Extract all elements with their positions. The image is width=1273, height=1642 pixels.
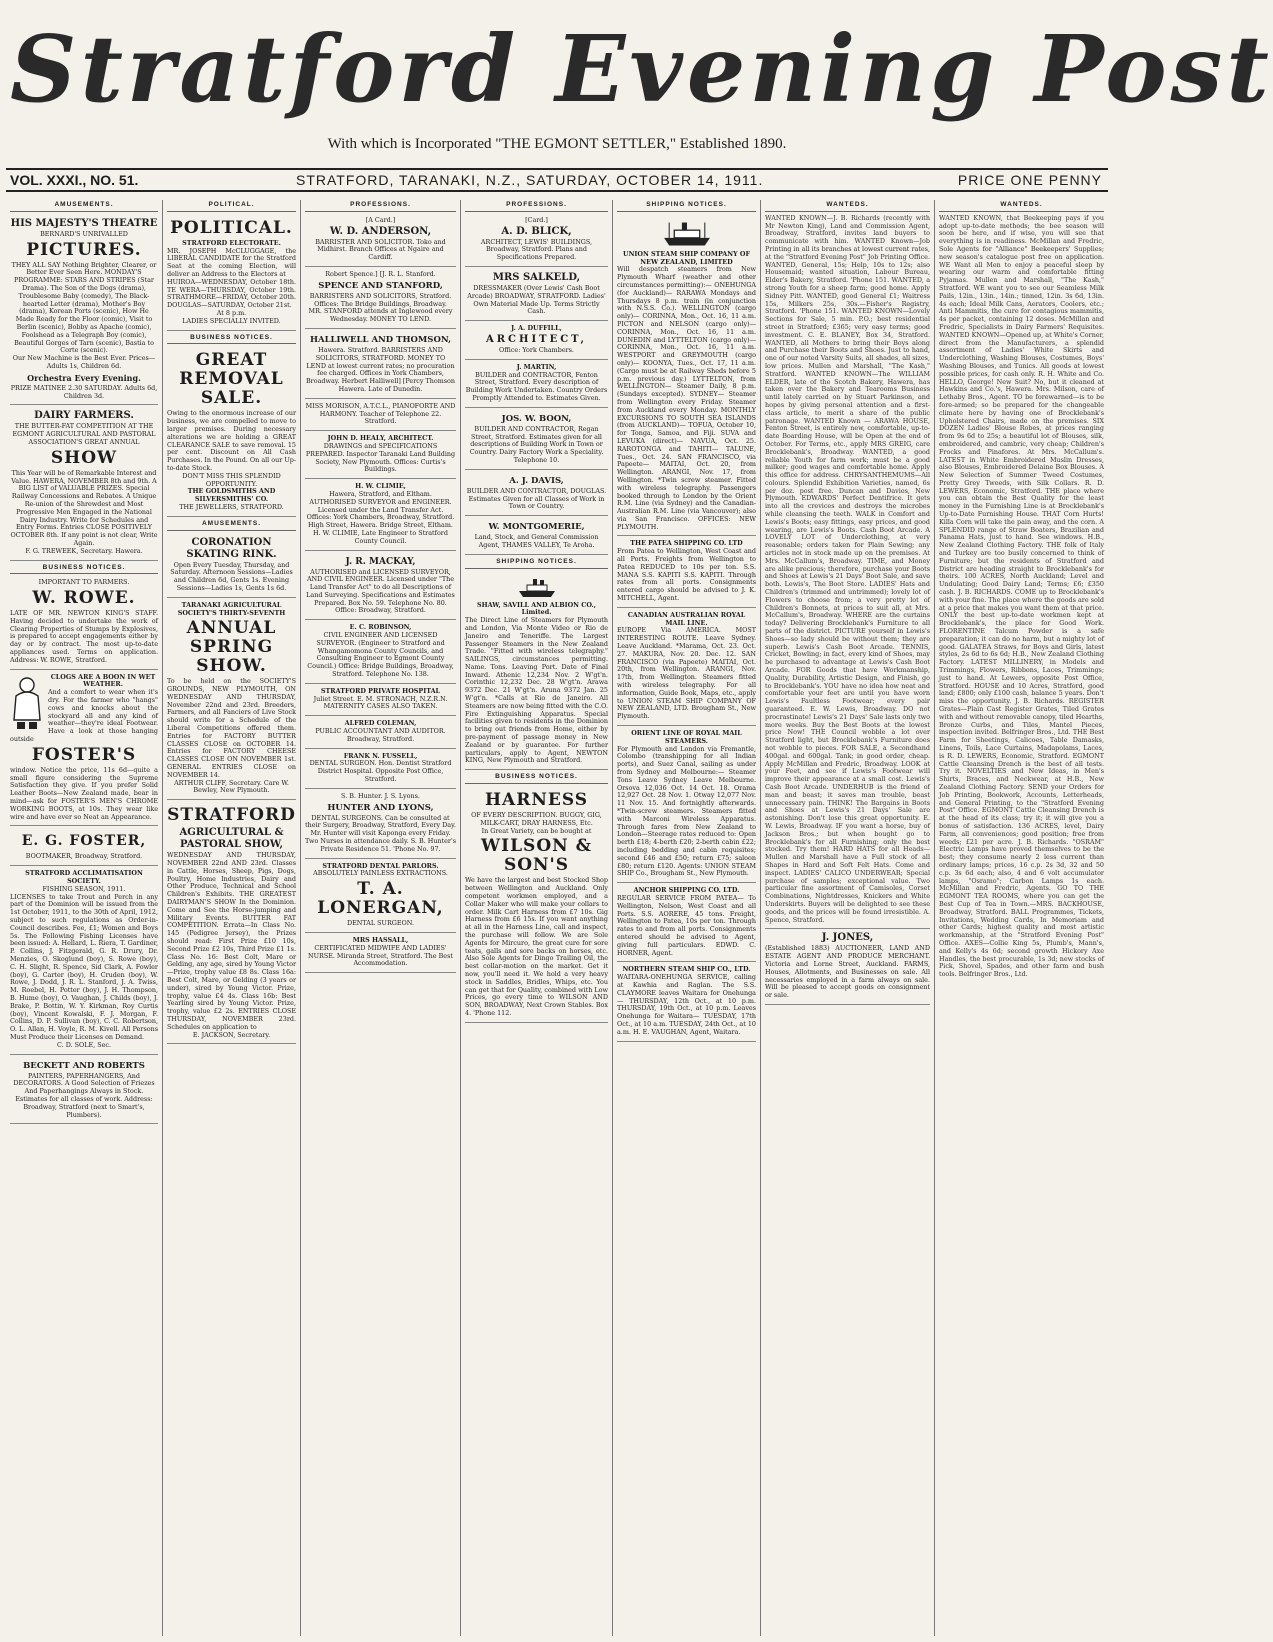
ad-headline: ORIENT LINE OF ROYAL MAIL STEAMERS.	[631, 729, 742, 745]
ad-time: At 8 p.m.	[216, 308, 247, 317]
ad-note: Our New Machine is the Best Ever. Prices—Adults 1s, Children 6d.	[12, 354, 156, 370]
ad-headline: THE PATEA SHIPPING CO. LTD	[630, 539, 743, 548]
ad-headline: BECKETT AND ROBERTS	[23, 1060, 145, 1071]
ad-body: From Patea to Wellington, West Coast and all Ports. Freights from Wellington to Patea REDUCED to 10s per ton. S.S. MANA S.S. KAPITI S.S. KAPITI. Through rates from all ports. Consignments entered cargo should be advised to J. K. MITCHELL, Agent.	[617, 547, 756, 603]
ad-headline: CANADIAN AUSTRALIAN ROYAL MAIL LINE.	[627, 610, 746, 627]
ad-subtitle: STRATFORD ELECTORATE.	[182, 238, 281, 247]
ad-body: This Year will be of Remarkable Interest and Value. HAWERA, NOVEMBER 8th and 9th. A BIG LIST of VALUABLE PRIZES. Special Railway Concessions and Rebates. A Unique Re-union of the Shrewdest and Most Progressive Men Engaged in the National Dairy Industry. Write for Schedules and Entry Forms. Entries CLOSE POSITIVELY OCTOBER 8th. If any point is not clear, Write Again.	[10, 468, 158, 547]
ad-anchor-shipping	[617, 885, 756, 962]
ad-title: IMPORTANT TO FARMERS.	[38, 578, 130, 587]
ad-headline: JOHN D. HEALY, ARCHITECT.	[327, 434, 434, 443]
ad-jones	[765, 928, 930, 1005]
child-in-clogs-icon	[10, 676, 44, 732]
ad-body: For Plymouth and London via Fremantle, Colombo (transhipping for all Indian ports), and Suez Canal, sailing as under from Sydney and Melbourne:— Steamer Tons Leave Sydney Leave Melbourne. Orsova 12,036 Oct. 14 Oct. 18. Orama 12,927 Oct. 28 Nov. 1. Otway 12,077 Nov. 11 Nov. 15. And fortnightly afterwards. *Twin-screw steamers. Steamers fitted with Marconi Wireless Apparatus. Through fares from New Zealand to London—Steerage rates reduced to: Open berth £18; 4-berth £20; 2-berth cabin £22; including bedding and cabin requisites; second £46 and £50; return £75; saloon £80; return £120. Agents: UNION STEAM SHIP Co., Brougham St., New Plymouth.	[617, 744, 756, 878]
ad-headline: MRS SALKELD,	[492, 271, 581, 283]
ad-subtitle: THE JEWELLERS, STRATFORD.	[179, 502, 284, 511]
column-heading: SHIPPING NOTICES.	[465, 557, 608, 569]
column-heading: BUSINESS NOTICES.	[465, 772, 608, 784]
ad-subtitle: OF EVERY DESCRIPTION. BUGGY, GIG, MILK-CART, DRAY HARNESS, Etc.	[471, 811, 602, 827]
ad-card: [A Card.]	[365, 215, 396, 224]
ad-skating-rink	[167, 534, 296, 598]
ad-body-2: We have the largest and best Stocked Shop between Wellington and Auckland. Only competent workmen employed, and a Collar Maker who will make your collars to order. Milk Cart Harness from £7 10s. Gig Harness from £6 15s. If you want anything at all in the Harness Line, call and inspect, the purchase will follow. We are Sole Agents for Mircuro, the great cure for sore teats, galls and sore backs on horses, etc. Also Sole Agents for Dingo Trailing Oil, the best collar-motion on the market. Get it now, you'll need it. We hold a very heavy stock in Saddles, Bridles, Whips, etc. You can get that for Quality, combined with Low Prices, go every time to WILSON AND SON, BROADWAY, Next Crown Stables. Box 4. 'Phone 112.	[465, 876, 608, 1017]
steamship-icon	[657, 220, 717, 248]
ad-political	[167, 215, 296, 331]
ad-advertiser: THE GOLDSMITHS AND SILVERSMITHS' CO.	[187, 487, 276, 504]
ad-private-hospital	[305, 686, 456, 716]
ad-body: MISS MORISON, A.T.C.L., PIANOFORTE AND HARMONY. Teacher of Telephone 22. Stratford.	[305, 401, 456, 426]
ad-headline: STRATFORD PRIVATE HOSPITAL	[320, 686, 441, 695]
ad-hassall	[305, 935, 456, 973]
ad-body: PAINTERS, PAPERHANGERS, And DECORATORS. A Good Selection of Friezes And Paperhangings Always in Stock. Estimates for all classes of work. Address: Broadway, Stratford (next to Smart's, Plumbers).	[13, 1071, 155, 1119]
ad-note: LADIES SPECIALLY INVITED.	[182, 316, 281, 325]
column-3	[300, 200, 460, 1636]
ad-fussell	[305, 751, 456, 789]
ad-body: DENTAL SURGEON.	[347, 919, 414, 928]
ad-shaw-savill	[465, 572, 608, 771]
column-heading: AMUSEMENTS.	[167, 519, 296, 531]
ad-body: BUILDER and CONTRACTOR, Fenton Street, Stratford. Every description of Building Work Undertaken. Country Orders Promptly Attended to. Estimates Given.	[465, 370, 608, 402]
ad-advertiser: WILSON & SON'S	[481, 836, 592, 876]
ad-headline: J. R. MACKAY,	[345, 556, 416, 567]
ad-acclimatisation	[10, 868, 158, 1054]
ad-boon	[465, 410, 608, 470]
ad-hunter-lyons	[305, 791, 456, 859]
ad-union-steamship	[617, 215, 756, 537]
column-6	[760, 200, 934, 1636]
ad-headline: A. D. BLICK,	[501, 225, 572, 237]
ad-headline: H. W. CLIMIE,	[355, 482, 406, 491]
ad-headline: POLITICAL.	[170, 217, 293, 238]
place-date: STRATFORD, TARANAKI, N.Z., SATURDAY, OCTOBER 14, 1911.	[296, 172, 764, 188]
ad-body: (Established 1883) AUCTIONEER, LAND AND ESTATE AGENT AND PRODUCE MERCHANT. Victoria and Lorne Street, Auckland. FARMS, Houses, Allotments, and Businesses on sale. All necessaries employed in a farm always on sale. Will be pleased to accept goods on consignment or sale.	[765, 944, 930, 1000]
ad-headline: J. A. DUFFILL,	[511, 324, 562, 333]
ad-partners: S. B. Hunter. J. S. Lyons.	[341, 791, 420, 800]
ad-subtitle: ABSOLUTELY PAINLESS EXTRACTIONS.	[313, 869, 448, 878]
ad-subtitle: FISHING SEASON, 1911.	[42, 884, 126, 893]
ad-body: CIVIL ENGINEER AND LICENSED SURVEYOR. (Engineer to Stratford and Whangamomona County Councils, and Consulting Engineer to Egmont County Council.) Office: Bridge Buildings, Broadway, Stratford. Telephone No. 138.	[307, 631, 454, 679]
ad-body: Hawera. Stratford. BARRISTERS AND SOLICITORS, STRATFORD. MONEY TO LEND at lowest current rates; no procuration fee charged. Offices in York Chambers, Broadway. Herbert Halliwell] [Percy Thomson Hawera. Late of Dunedin.	[305, 345, 455, 393]
ad-note: DON'T MISS THIS SPLENDID OPPORTUNITY.	[182, 471, 281, 488]
ad-orchestra: Orchestra Every Evening.	[27, 372, 141, 383]
ad-matinee: PRIZE MATINEE 2.30 SATURDAY. Adults 6d, Children 3d.	[10, 383, 158, 400]
ad-body: DRAWINGS and SPECIFICATIONS PREPARED. Inspector Taranaki Land Building Society, New Plymouth. Offices: Curtis's Buildings.	[305, 441, 456, 474]
ad-mackay	[305, 553, 456, 621]
ad-headline: HUNTER AND LYONS,	[327, 802, 434, 813]
ad-headline: W. D. ANDERSON,	[329, 225, 432, 237]
ad-headline: J. MARTIN,	[516, 362, 557, 371]
masthead	[10, 6, 1273, 134]
ad-northern-steamship	[617, 964, 756, 1041]
ad-anderson	[305, 215, 456, 267]
ad-body-2: MR. STANFORD attends at Inglewood every Wednesday. MONEY TO LEND.	[308, 307, 453, 324]
column-heading: PROFESSIONS.	[465, 200, 608, 212]
ad-body: DENTAL SURGEON. Hon. Dentist Stratford District Hospital. Opposite Post Office, Stratford.	[309, 759, 452, 784]
ad-theatre	[10, 215, 158, 406]
ad-spring-show	[167, 600, 296, 801]
ad-headline: SHAW, SAVILL AND ALBION CO., Limited.	[477, 600, 596, 617]
ad-body: EUROPE Via AMERICA. MOST INTERESTING ROUTE. Leave Sydney. Leave Auckland. *Marama, Oct. 23. Oct. 27. MAKURA, Nov. 20. Dec. 12. SAN FRANCISCO (via Papeete) MAITAI, Oct. 20th, from Wellington. ARANGI, Nov. 17th, from Wellington. Steamers fitted with wireless telegraphy. For all information, Guide Book, Maps, etc., apply to UNION STEAM SHIP COMPANY OF NEW ZEALAND, LTD. Brougham St., New Plymouth.	[617, 626, 756, 721]
ad-salkeld	[465, 269, 608, 321]
ad-climie	[305, 481, 456, 550]
column-heading: SHIPPING NOTICES.	[617, 200, 756, 212]
ad-body: BUILDER AND CONTRACTOR, DOUGLAS. Estimates Given for all Classes of Work in Town or Country.	[466, 486, 607, 511]
ad-headline: SHOW	[50, 447, 118, 468]
ad-clogs	[10, 672, 158, 827]
column-4	[460, 200, 612, 1636]
ad-body: BUILDER AND CONTRACTOR, Regan Street, Stratford. Estimates given for all descriptions of Building Work in Town or Country. Dairy Factory Work a Speciality. Telephone 10.	[469, 424, 604, 464]
ad-harness	[465, 787, 608, 1023]
ad-body: Land, Stock, and General Commission Agent, THAMES VALLEY, Te Aroha.	[474, 533, 599, 549]
ad-dairy-show	[10, 407, 158, 560]
ad-title: CLOGS ARE A BOON IN WET WEATHER.	[50, 672, 156, 689]
ad-body: WAITARA-ONEHUNGA SERVICE, calling at Kawhia and Raglan. The S.S. CLAYMORE leaves Waitara for Onehunga— THURSDAY, 12th Oct., at 10 p.m. THURSDAY, 19th Oct., at 10 p.m. Leaves Onehunga for Waitara— TUESDAY, 17th Oct., at 10 a.m. TUESDAY, 24th Oct., at 10 a.m. H. E. VAUGHAN, Agent, Waitara.	[617, 973, 756, 1036]
masthead-title: Stratford Evening Post	[10, 15, 1273, 123]
ad-headline: T. A. LONERGAN,	[317, 879, 444, 919]
ad-headline: JOS. W. BOON,	[501, 413, 572, 424]
ad-body: REGULAR SERVICE FROM PATEA— To Wellington, Nelson, West Coast and all Ports. S.S. AORERE, 45 tons. Freight, Wellington to Patea, 10s per ton. Through rates to and from all ports. Consignments entered should be advised to Agent, giving full particulars. EDWD. C. HORNER, Agent.	[617, 893, 756, 957]
ad-headline: NORTHERN STEAM SHIP CO., LTD.	[622, 965, 751, 974]
ad-foster	[10, 828, 158, 866]
ad-blick	[465, 215, 608, 267]
ad-headline: UNION STEAM SHIP COMPANY OF NEW ZEALAND, LIMITED	[623, 249, 750, 266]
ad-subtitle: BOOTMAKER, Broadway, Stratford.	[25, 852, 143, 861]
ad-body: AUTHORISED and LICENSED SURVEYOR, AND CIVIL ENGINEER. Licensed under "The Land Transfer Act" to do all Descriptions of Land Surveying. Specifications and Estimates Prepared. Box No. 59. Telephone No. 80. Office: Broadway, Stratford.	[306, 567, 455, 615]
ad-subtitle: ARCHITECT,	[485, 333, 587, 345]
ad-headline: FOSTER'S	[31, 744, 137, 765]
ad-body: DRESSMAKER (Over Lewis' Cash Boot Arcade) BROADWAY, STRATFORD. Ladies' Own Material Made Up. Terms Strictly Cash.	[467, 283, 606, 316]
ad-martin	[465, 362, 608, 408]
ad-title: STRATFORD DENTAL PARLORS.	[322, 861, 439, 870]
column-2	[162, 200, 300, 1636]
ad-dental-parlors	[305, 861, 456, 933]
ad-orient-line	[617, 728, 756, 883]
ad-signature: ARTHUR CLIFF, Secretary. Care W. Bewley, New Plymouth.	[174, 778, 289, 795]
ad-davis	[465, 472, 608, 516]
ad-duffill	[465, 323, 608, 360]
ad-signature: C. D. SOLE, Sec.	[56, 1040, 112, 1049]
ad-body: Will despatch steamers from New Plymouth Wharf (weather and other circumstances permitting):— ONEHUNGA (for Auckland)— RARAWA Mondays and Thursdays 8 p.m. train (in conjunction with N.S.S. Co.). WELLINGTON (cargo only)— CORINNA, Mon., Oct. 16, 11 a.m. PICTON and NELSON (cargo only)— CORINNA, Mon., Oct. 16, 11 a.m. DUNEDIN and LYTTELTON (cargo only)— CORINNA, Mon., Oct. 16, 11 a.m. WESTPORT and GREYMOUTH (cargo only)— KOONYA, Tues., Oct. 17, 11 a.m. (Cargo must be at Railway Sheds before 5 p.m. previous day.) LYTTELTON, from WELLINGTON— Steamer Daily, 8 p.m. (Sundays excepted). SYDNEY— Steamer from Wellington every Friday. Steamer from Auckland every Monday. MONTHLY EXCURSIONS TO SOUTH SEA ISLANDS (from AUCKLAND)— TOFUA, October 10, for Tonga, Samoa, and Fiji. SUVA and LEVUKA (direct)— NAVUA, Oct. 25. RAROTONGA and TAHITI— TALUNE, Tues., Oct. 24. SAN FRANCISCO, via Papeete— MAITAI, Oct. 20, from Wellington. ARANGI, Nov. 17, from Wellington. *Twin screw steamer. Fitted with wireless telegraphy. Passengers booked through to London by the Orient R.M. Line (via Sydney) and the Canadian-Australian R.M. Line (via Vancouver); also via San Francisco. OFFICES: NEW PLYMOUTH.	[617, 265, 756, 531]
ad-spence-stanford	[305, 269, 456, 329]
ad-body: MR. JOSEPH McCLUGGAGE, the LIBERAL CANDIDATE for the Stratford Seat at the coming Election, will deliver an Address to the Electors at	[167, 246, 296, 278]
ad-body: Open Every Tuesday, Thursday, and Saturday. Afternoon Sessions—Ladies and Children 6d, Gents 1s. Evening Sessions—Ladies 1s, Gents 1s 6d.	[170, 560, 293, 592]
ad-headline: HARNESS	[484, 790, 589, 811]
ad-removal-sale	[167, 347, 296, 516]
columns	[6, 200, 1108, 1636]
ad-headline: E. G. FOSTER,	[21, 833, 147, 850]
ad-subtitle: AGRICULTURAL & PASTORAL SHOW,	[179, 827, 284, 851]
ad-headline: ANCHOR SHIPPING CO. LTD.	[633, 886, 740, 895]
ad-coleman	[305, 718, 456, 748]
wanteds-list: WANTED KNOWN—J. B. Richards (recently with Mr Newton King), Land and Commission Agent, Broadway, Stratford, invites land buyers to communicate with him. WANTED Known—Job Printing in all its branches at lowest current rates, at the "Stratford Evening Post" Job Printing Office. WANTED, General, 15s; Help, 10s to 12s; also Housemaid; wanted situation, Labour Bureau, Elder's Bakery, Stratford. 'Phone 151. WANTED, a strong Youth for a sheep farm; good home. Apply Sidney Pitt. WANTED, good General £1; Waitress 15s, Milkers 25s, 30s.—Fisher's Registry, Stratford. 'Phone 151. WANTED KNOWN—Lovely Sections for Sale, 5 min. P.O.; best residential street in Stratford; £365; very easy terms; good investment. C. E. BLANEY, Box 34, Stratford. WANTED, all Mothers to bring their Boys along and Purchase their Boots and Shoes. Just to hand, one of our noted Varsity Suits, all shades, all sizes, low prices. Mullen and Marshall, "The Kash," Stratford. WANTED KNOWN—The WILLIAM ELDER, late of the Scotch Bakery, Hawera, has taken over the Bakery and Tearooms Business until lately carried on by Stuart Parkinson, and hopes by giving personal attention and a first-class article, to merit a share of the public patronage. WANTED Known — ARAWA HOUSE, Fenton Street, is entirely new, comfortable, up-to-date Boarding House, will be Open at the end of October. For Terms, etc., apply MRS GREIG, care Brocklebank's, Broadway. WANTED, a good reliable Youth for farm work; must be a good milker; good wages and comfortable home. Apply this office for address. CHRYSANTHEMUMS—All colours. Splendid Exhibition Varieties, named, 6s per doz. post free. Duncan and Davies, New Plymouth. EDWARDS' Perfect Dentifrice. It gets into all the crevices and destroys the microbes while cleansing the teeth. WALK in Comfort and Lewis's Boots; easy fittings, easy prices, and good wearing, are Lewis's Boots. Cash Boot Arcade. A LOVELY LOT of Underclothing, at very reasonable; orders taken for Plain Sewing; any articles not in stock made up on the premises. At Mrs. McCallum's, Broadway. TIME, and Money are alike precious; therefore, purchase your Boots and Shoes at Lewis's 21 Days' Boot Sale, and save both. Lewis's, The Boot Store. LADIES' Hats and Children's (trimmed and untrimmed); lovely lot of Flowers to choose from; a very pretty lot of Children's Bonnets, at prices to suit all, at Mrs. McCallum's, Broadway. WHERE are the curtains today? Delivering Brocklebank's Furniture to all parts of the district. PICTURE yourself in Lewis's Shoes—so lady should be without them; they are superb. Lewis's Cash Boot Arcade. TENNIS, Cricket, Bowling; in fact, every kind of Shoes, may be purchased to advantage at Lewis's Cash Boot Arcade. FOR Goods that have Workmanship, Quality, Durability, Artistic Design, and Finish, go to Brocklebank's. YOU have no idea how neat and comfortable your feet are until you have worn Lewis's Faultless Footwear; every pair guaranteed. E. W. Lewis, Broadway. DO not procrastinate! Lewis's 21 Days' Sale lasts only two more weeks. Buy the Best Boots at the lowest price Now! THE Council wobble a lot over Stratford light, but Brocklebank's Furniture does not wobble to pieces. FOR SALE, a Secondhand 400gal. and 600gal. Tank; in good order, cheap. Apply McMillan and Fredric, Broadway. LOOK at your Feet, and see if Lewis's Footwear will improve their appearance at a small cost. Lewis's Cash Boot Arcade. UNDERHUB is the friend of man and beast; it saves man trouble, beast unnecessary pain. THINK! The Bargains in Boots and Shoes at Lewis's 21 Days' Sale are astonishing. Don't lose this great opportunity. E. W. Lewis, Broadway. IF you want a horse, buy of Jackson Bros.; but when bought go to Brocklebank's for all Furnishing; only the best stocked. Try them! HARD HATS for all Heads—Mullen and Marshall have a Full stock of all Shapes in Hard and Soft Felt Hats. Come and inspect. LADIES' CALICO UNDERWEAR; Special purchase of samples; exceptional value. Two particular fine assortment of Camisoles, Corset Combinations, Nightdresses, Knickers and White Underskirts. Buyers will be delighted to see these goods, and the prices will be found irresistible. A. Spence, Stratford.	[765, 213, 930, 924]
column-7	[934, 200, 1108, 1636]
ad-body: THEY ALL SAY Nothing Brighter, Clearer, or Better Ever Seen Here. MONDAY'S PROGRAMME: STARS AND STRIPES (Star Drama). The Son of the Dogs (drama), Troublesome Baby (comedy), The Black-hearted Letter (drama), Mother's Boy (drama), Korean Ports (scenic), How He Made Ready for the Floor (comic), Visit to Berlin (scenic), Bobby as Apache (comic), Foolshead as a Telegraph Boy (comic), Beautiful Gorges of Tarn (scenic), Bastia to Corte (scenic).	[11, 260, 157, 355]
column-heading: WANTEDS.	[765, 200, 930, 212]
column-1	[6, 200, 162, 1636]
ad-title: DAIRY FARMERS.	[34, 410, 134, 422]
ad-signature: F. G. TREWEEK, Secretary. Hawera.	[25, 546, 143, 555]
ad-body: Office: York Chambers.	[499, 345, 574, 354]
price: PRICE ONE PENNY	[957, 172, 1102, 188]
ad-body: Hawera, Stratford, and Eltham. AUTHORISED SURVEYOR and ENGINEER. Licensed under the Land Transfer Act. Offices: York Chambers, Broadway, Stratford. High Street, Hawera. Bridge Street, Eltham. H. W. CLIMIE, Late Engineer to Stratford County Council.	[306, 489, 455, 545]
ad-morison	[305, 401, 456, 431]
ad-body: CERTIFICATED MIDWIFE AND LADIES' NURSE. Miranda Street, Stratford. The Best Accommodation.	[308, 943, 453, 968]
ad-headline: W. MONTGOMERIE,	[488, 522, 585, 533]
ad-headline: CORONATION SKATING RINK.	[186, 536, 277, 560]
ad-beckett	[10, 1057, 158, 1125]
ad-body: PUBLIC ACCOUNTANT AND AUDITOR. Broadway, Stratford.	[315, 727, 446, 743]
ad-body: The Direct Line of Steamers for Plymouth and London, Via Monte Video or Rio de Janeiro and Teneriffe. The Largest Passenger Steamers in the New Zealand Trade. "Fitted with wireless telegraphy." SAILINGS, circumstances permitting. Name. Tons. Leaving Port. Date of Final Inward. Athenic 12,234 Nov. 2 W'gt'n. Corinthic 12,232 Dec. 28 W'gt'n. Arawa 9372 Dec. 21 W'gt'n. Aruna 9372 Jan. 25 W'gt'n. *Calls at Rio de Janeiro. All Steamers are now being fitted with the C.O. Fire Extinguishing Apparatus. Special facilities given to residents in the Dominion to bring out friends from Home, either by pre-payment of passage money in New Zealand or by guarantee. For further particulars, apply to Agent, NEWTON KING, New Plymouth and Stratford.	[465, 616, 608, 765]
ad-partners: Robert Spence.] [J. R. L. Stanford.	[325, 269, 436, 278]
column-5	[612, 200, 760, 1636]
ad-subtitle: THE BUTTER-FAT COMPETITION AT THE EGMONT AGRICULTURAL AND PASTORAL ASSOCIATION'S GREAT ANNUAL	[12, 422, 156, 446]
column-heading: POLITICAL.	[167, 200, 296, 212]
incorporated-line: With which is Incorporated "THE EGMONT SETTLER," Established 1890.	[327, 136, 787, 152]
ad-headline: J. JONES,	[821, 932, 874, 944]
ad-headline: SPENCE AND STANFORD,	[318, 280, 443, 291]
ad-body: WEDNESDAY AND THURSDAY, NOVEMBER 22nd AND 23rd. Classes in Cattle, Horses, Sheep, Pigs, Dogs, Poultry, Home Industries, Dairy and Other Produce, Technical and School Children's Exhibits. THE GREATEST DAIRYMAN'S SHOW In the Dominion. Come and See the Horse-jumping and Military Events. BUTTER FAT COMPETITION. Errata—In Class No. 145 (Pedigree Jersey), the Prizes should read: First Prize £10 10s, Second Prize £2 10s, Third Prize £1 1s. Class No. 16: Best Colt, Mare or Gelding, any age, sired by Young Victor—Prize, trophy value £8 8s. Class 16a: Best Colt, Mare, or Gelding (3 years or under), sired by Young Victor. Prize, trophy, value £4 4s. Class 16b: Best Yearling sired by Young Victor. Prize, trophy, value £2 2s. ENTRIES CLOSE THURSDAY, NOVEMBER 23rd. Schedules on application to	[167, 851, 296, 1031]
ad-subtitle: BERNARD'S UNRIVALLED	[40, 229, 128, 238]
ad-headline: GREAT REMOVAL SALE.	[179, 350, 284, 409]
ad-patea-shipping	[617, 538, 756, 607]
ad-halliwell	[305, 331, 456, 399]
volume-number: VOL. XXXI., NO. 51.	[10, 172, 139, 188]
ad-headline: MRS HASSALL,	[352, 936, 409, 944]
ad-stratford-show	[167, 802, 296, 1044]
ad-body: LICENSES to take Trout and Perch in any part of the Dominion will be issued from the 1st October, 1911, to the 30th of April, 1912, subject to such regulations as Order-in-Council describes. Fee, £1; Women and Boys 5s. The Following Fishing Licenses have been issued: A. Hellard, L. Riera, T. Gardiner, P. Collins, J. Fitzgerald, G. R. Drury, Dr. Menzies, O. Skoglund (boy), S. Rowe (boy), C. H. Slight, R. Spence, Sid Clark, A. Fowler (boy), G. Carter (boy), H. Cruden (boy), W. Rowe, J. Dodd, J. R. L. Stanford, J. A. Twiss, M. Roebel, H. Potter (boy), J. H. Thompson, B. Hume (boy), O. Vaughan, J. Childs (boy), J. Brake, P. Bottin, W. Y. Kirkman, Roy Curtis (boy), Vincent Kowalski, F. J. Morgan, F. Collins, D. P. Sullivan (boy), C. C. Robertson, O. L. Allan, H. Voyle, R. M. Kivell. All Persons Must Produce their Licenses on Demand.	[10, 892, 158, 1041]
ad-body: To be held on the SOCIETY'S GROUNDS, NEW PLYMOUTH, ON WEDNESDAY AND THURSDAY, November 22nd and 23rd. Breeders, Farmers, and all Fanciers of Live Stock should write for a Schedule of the Liberal Competitions offered them. Entries for FACTORY BUTTER CLASSES CLOSE on OCTOBER 14. Entries for FACTORY CHEESE CLASSES CLOSE ON NOVEMBER 1st. GENERAL ENTRIES CLOSE on NOVEMBER 14.	[167, 677, 296, 779]
ad-body: And a comfort to wear when it's dry. For the farmer who "hangs" cows and knocks about the stockyard all and any kind of weather—they're ideal Footwear. Have a look at those hanging outside	[10, 688, 158, 744]
ad-headline: ALFRED COLEMAN,	[344, 719, 417, 728]
ad-rowe	[10, 577, 158, 669]
ad-headline: ANNUAL SPRING SHOW.	[186, 618, 277, 677]
column-heading: BUSINESS NOTICES.	[167, 333, 296, 345]
issue-line	[6, 168, 1108, 192]
ad-card: [Card.]	[525, 215, 548, 224]
ad-montgomerie	[465, 518, 608, 555]
ad-headline: A. J. DAVIS,	[509, 475, 564, 486]
ad-headline: E. C. ROBINSON,	[349, 623, 412, 632]
ad-headline: FRANK N. FUSSELL,	[343, 751, 418, 760]
wanteds-list: WANTED KNOWN, that Beekeeping pays if you adopt up-to-date methods; the bee season will soon be here, and if wise, you will see that everything is in readiness. McMillan and Fredric, Sole Agents for "Alliance" Beekeepers' Supplies; new season's catalogue post free on application. WE Want all Men to enjoy a peaceful sleep by wearing our warm and comfortable fitting Pyjamas. Mullen and Marshall, "The Kash," Stratford. WE want you to see our Seamless Milk Pails, 12in., 13in., 14in.; tinned, 12in. 3s 6d, 13in. 4s each; Ideal Milk Cans, Aerators, Coolers, etc.; Anti Mammitis, the cure for contagious mammitis, 4s per packet, containing 12 doses. McMillan and Fredric, Specialists in Dairy Farmers' Requisites. WANTED KNOWN—Opened up, at White's Corner, direct from the Manufacturers, a splendid assortment of Ladies' White Skirts and Underclothing, Washing Blouses, Costumes, Boys' Washing Blouses, and Tunics. All goods at lowest possible prices, for cash only. R. H. White and Co. HELLO, George! New Suit? No, but it cleaned at Hawkins and Co.'s, Hawera. Mrs. Milson, care of Lethaby Bros., Agent. TO be forewarned—is to be fore-armed; so be prepared for the changeable climate here by having one of Brocklebank's Upholstered Chairs, made on the premises. SIX DOZEN Ladies' Blouse Robes, at prices ranging from 9s 6d to 25s; a beautiful lot of Blouses, silk, embroidered, and cambric, very cheap; Children's Frocks and Pinafores. At Mrs. McCallum's. LATEST in White Embroidered Muslin Dresses, also Blouses, Embroidered Delaine Box Blouses. A New Selection of Summer Tweed Costumes, Pretty Grey Tweeds, with Silk Collars. R. D. LEWERS, Economic, Stratford. THE place where you can obtain the Best Quality for the least money in the Furnishing Line is at Brocklebank's Up-to-Date Furnishing House. THAT Corn Hurts! Killa Corn will take the pain away, and the corn. A SPLENDID range of Straw Boaters, Brazilian and Panama Hats, just to hand. See windows. H.B., New Zealand Clothing Factory. THE folk of Italy and Turkey are too busily concerned to think of Furniture; but the residents of Stratford and District are heading straight to Brocklebank's for theirs. 100 ACRES, North Auckland; Level and Undulating; Good Dairy Land; Terms; £6; £350 cash. J. B. RICHARDS. COME up to Brocklebank's with your fine. The place where the goods are sold at a price that makes you want them at that price. ONLY the best up-to-date workmen kept at Brocklebank's, the place for Good Work. FLORENTINE Talcum Powder is a safe preparation; it can do no harm, but a mighty lot of good. GALATEA Straws, for Boys and Girls, latest styles, 2s 6d to 6s 6d; H.B., New Zealand Clothing Factory. LATEST MILLINERY, in Models and Trimmings, Flowers, Ribbons, Laces, Trimmings; just to hand. At Lewers, opposite Post Office, Stratford. HOUSE and 10 Acres, Stratford, good land; £800; only £100 cash, balance 5 years. Don't miss the opportunity. J. B. Richards. REGISTER Grates—Plain Cast Register Grates, Tiled Grates with and without removable canopy, tiled Hearths, Bronze Curbs, and Tiles, Mantel Pieces, inspection invited. Belfringer Bros., Ltd. THE Best Farm for Sheetings, Calicoes, Table Damasks, Linens, Toils, Lace Curtains, Madapolams, Laces, is R. D. LEWERS, Economic, Stratford. EGMONT Cattle Cleansing Drench is the best of all tests. Try it. NOVELTIES and New Ideas, in Men's Shirts, Braces, and Neckwear, at H.B., New Zealand Clothing Factory. SEND your Orders for Job Printing, Bookwork, Accounts, Letterheads, and General Printing, to the "Stratford Evening Post" Office. EGMONT Cattle Cleansing Drench is at the head of its class; try it; it will give you a bonus of satisfaction. 136 ACRES, level, Dairy Farm, all conveniences; good position; free from weeds; £21 per acre. J. B. Richards. "OSRAM" Electric Lamps have proved themselves to be the best; they consume nearly 2 less current than ordinary lamps; prices, 16 c.p. 2s 3d, 32 and 50 c.p. 3s 6d each; also, 4 and 6 volt accumulator lamps, "Osramo"; Carbon Lamps 1s each. McMillan and Fredric, Agents. GO TO THE EGMONT TEA ROOMS, where you can get the Best Cup of Tea in Town.—MRS. BACKHOUSE, Broadway, Stratford. BALL Programmes, Tickets, Invitations, Wedding Cards, In Memoriam and other Cards; highest quality and most artistic workmanship, at the "Stratford Evening Post" Office. AXES—Collie King 5s, Plumb's, Mann's, and Kelly's 4s 6d; second growth Hickory Axe Handles, the best procurable, 1s 3d; new stocks of Pick, Shovel, Spades, and other farm and bush tools. Belfringer Bros., Ltd.	[939, 213, 1104, 979]
ad-body: ARCHITECT, LEWIS' BUILDINGS, Broadway, Stratford. Plans and Specifications Prepared.	[480, 237, 593, 262]
ad-body: BARRISTER AND SOLICITOR. Toko and Midhirst. Branch Offices at Ngaire and Cardiff.	[315, 237, 446, 262]
column-heading: BUSINESS NOTICES.	[10, 563, 158, 575]
column-heading: WANTEDS.	[939, 200, 1104, 212]
ad-signature: E. JACKSON, Secretary.	[192, 1030, 271, 1039]
ad-body-2: window. Notice the price, 11s 6d—quite a small figure considering the Supreme Satisfaction they give. If you prefer Solid Leather Boots—New Zealand made, bear in mind—ask for FOSTER'S MEN'S CHROME WORKING BOOTS, at 10s. They wear like wire and have ever so Neat an Appearance.	[10, 765, 158, 821]
ad-headline: PICTURES.	[26, 239, 142, 260]
ad-robinson	[305, 622, 456, 684]
column-heading: AMUSEMENTS.	[10, 200, 158, 212]
ad-title: TARANAKI AGRICULTURAL SOCIETY'S THIRTY-SEVENTH	[177, 600, 286, 617]
ad-body: Juliet Street. E. M. STRONACH, N.Z.R.N. MATERNITY CASES ALSO TAKEN.	[313, 694, 448, 711]
ad-body: LATE OF MR. NEWTON KING'S STAFF. Having decided to undertake the work of Clearing Properties of Stumps by Explosives, is prepared to accept engagements either by day or by contract. The most up-to-date appliances used. Terms on application. Address: W. ROWE, Stratford.	[10, 609, 158, 664]
ad-title: HIS MAJESTY'S THEATRE	[10, 217, 158, 229]
ad-body: In Great Variety, can be bought at	[481, 826, 592, 835]
steamship-icon	[517, 577, 557, 599]
ad-body: DENTAL SURGEONS. Can be consulted at their Surgery, Broadway, Stratford, Every Day. Mr. Hunter will visit Kaponga every Friday. Two Nurses in attendance daily. S. B. Hunter's Private Residence 51. 'Phone No. 97.	[305, 813, 456, 853]
ad-title: STRATFORD ACCLIMATISATION SOCIETY.	[25, 869, 143, 886]
ad-healy	[305, 433, 456, 479]
ad-headline: W. ROWE.	[32, 588, 136, 609]
ad-headline: HALLIWELL AND THOMSON,	[309, 334, 452, 345]
ad-meetings: HUIROA—WEDNESDAY, October 18th. TE WERA—THURSDAY, October 19th. STRATHMORE—FRIDAY, October 20th. DOUGLAS—SATURDAY, October 21st.	[167, 277, 296, 310]
ad-body: BARRISTERS AND SOLICITORS, Stratford. Offices: The Bridge Buildings, Broadway.	[309, 291, 452, 308]
ad-body: Owing to the enormous increase of our business, we are compelled to move to larger premises. During necessary alterations we are holding a GREAT CLEARANCE SALE to save removal. 15 per cent. Discount on All Cash Purchases. In the Pound. On all our Up-to-date Stock.	[167, 409, 296, 472]
ad-canadian-line	[617, 610, 756, 726]
column-heading: PROFESSIONS.	[305, 200, 456, 212]
ad-headline: STRATFORD	[167, 805, 296, 826]
